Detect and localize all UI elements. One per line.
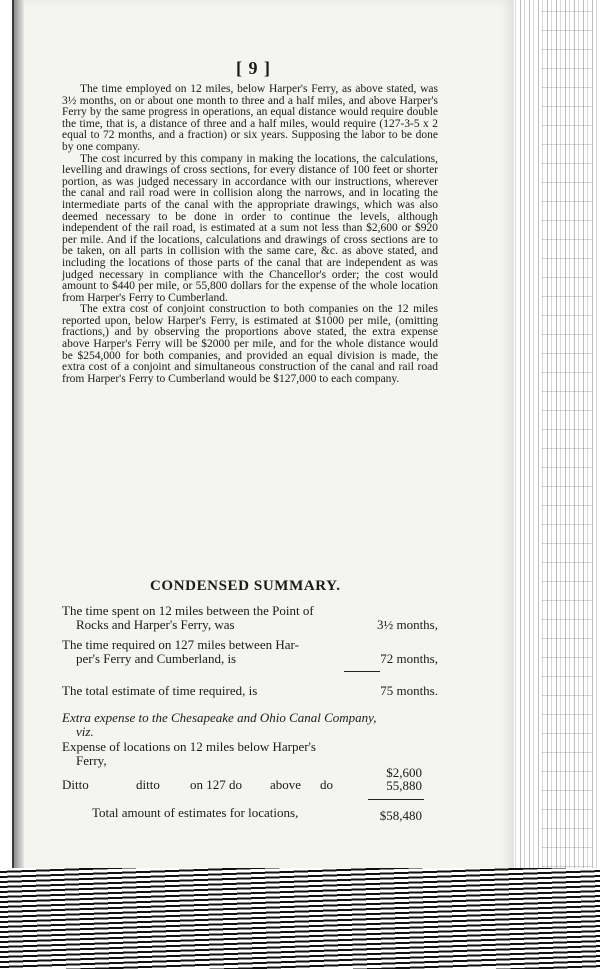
body-text — [62, 84, 438, 385]
summary-rule-1 — [344, 671, 380, 672]
ditto-5: do — [320, 777, 333, 792]
paragraph-extra-cost: The extra cost of conjoint construction to both companies on the 12 miles reported upon, below Harper's Ferry, is estimated at $1000 per mile, (omitting fractions,) and by observing the proportions above stated, the extra expense above Harper's Ferry will be $2000 per mile, and for the whole distance would be $254,000 for both companies, and provided an equal division is made, the extra cost of a conjoint and simultaneous construction of the canal and rail road from Harper's Ferry to Cumberland would be $127,000 to each company. — [62, 303, 438, 385]
summary-title: CONDENSED SUMMARY. — [150, 578, 341, 594]
paragraph-cost-incurred: The cost incurred by this company in making the locations, the calculations, levelling and drawings of cross sections, for every distance of 100 feet or shorter portion, as was judged necessary in accordance with our instructions, wherever the canal and rail road were in collision along the narrows, and in locating the intermediate parts of the canal with the appropriate drawings, which was also deemed necessary to be done in order to continue the levels, although independent of the rail road, is estimated at a sum not less than $2,600 or $920 per mile. And if the locations, calculations and drawings of cross sections are to be taken, on all parts in collision with the same care, &c. as above stated, and including the locations of those parts of the canal that are independent as was judged necessary in compliance with the Chancellor's order; the cost would amount to $440 per mile, or 55,800 dollars for the expense of the whole location from Harper's Ferry to Cumberland. — [62, 152, 438, 304]
summary-line1-b: Rocks and Harper's Ferry, was — [76, 617, 235, 632]
ditto-3: on 127 do — [190, 777, 242, 792]
summary-ditto-value: 55,880 — [386, 778, 422, 793]
paragraph-time-employed: The time employed on 12 miles, below Harper's Ferry, as above stated, was 3½ months, on or about one month to three and a half miles, and above Harper's Ferry by the same progress in operations, an equal distance would require double the time, that is, a distance of three and a half miles, would require (127-3-5 x 2 equal to 72 months, and a fraction) or six years. Supposing the labor to be done by one company. — [62, 83, 438, 153]
summary-grand-total — [92, 806, 342, 820]
summary-rule-2 — [368, 799, 424, 800]
summary-grand-label: Total amount of estimates for locations, — [92, 805, 299, 820]
summary-total-value: 75 months. — [380, 683, 438, 698]
summary-expense-locations — [62, 740, 438, 768]
summary-line1-a: The time spent on 12 miles between the Point of — [62, 603, 314, 618]
summary-expense-value: $2,600 — [386, 765, 422, 780]
summary-exp-a: Expense of locations on 12 miles below Harper's — [62, 739, 316, 754]
summary-time-spent — [62, 604, 438, 632]
summary-extra-expense-heading — [62, 711, 438, 739]
summary-exp-b: Ferry, — [76, 753, 107, 768]
summary-line1-value: 3½ months, — [376, 617, 438, 632]
summary-line2-value: 72 months, — [380, 651, 438, 666]
summary-extra-a: Extra expense to the Chesapeake and Ohio Canal Company, — [62, 710, 377, 725]
summary-grand-value: $58,480 — [379, 808, 422, 823]
summary-line2-a: The time required on 127 miles between Har- — [62, 637, 299, 652]
ditto-4: above — [270, 777, 302, 792]
page-number: [ 9 ] — [236, 58, 271, 78]
page-stack-bottom — [0, 868, 600, 969]
summary-extra-b: viz. — [76, 724, 94, 739]
summary-total-time — [62, 684, 438, 698]
summary-total-label: The total estimate of time required, is — [62, 683, 258, 698]
ditto-1: Ditto — [62, 777, 89, 792]
summary-time-required — [62, 638, 438, 666]
summary-line2-b: per's Ferry and Cumberland, is — [76, 651, 237, 666]
adjacent-page-edge — [512, 0, 600, 969]
ditto-2: ditto — [136, 777, 160, 792]
binding-fold — [14, 0, 24, 969]
